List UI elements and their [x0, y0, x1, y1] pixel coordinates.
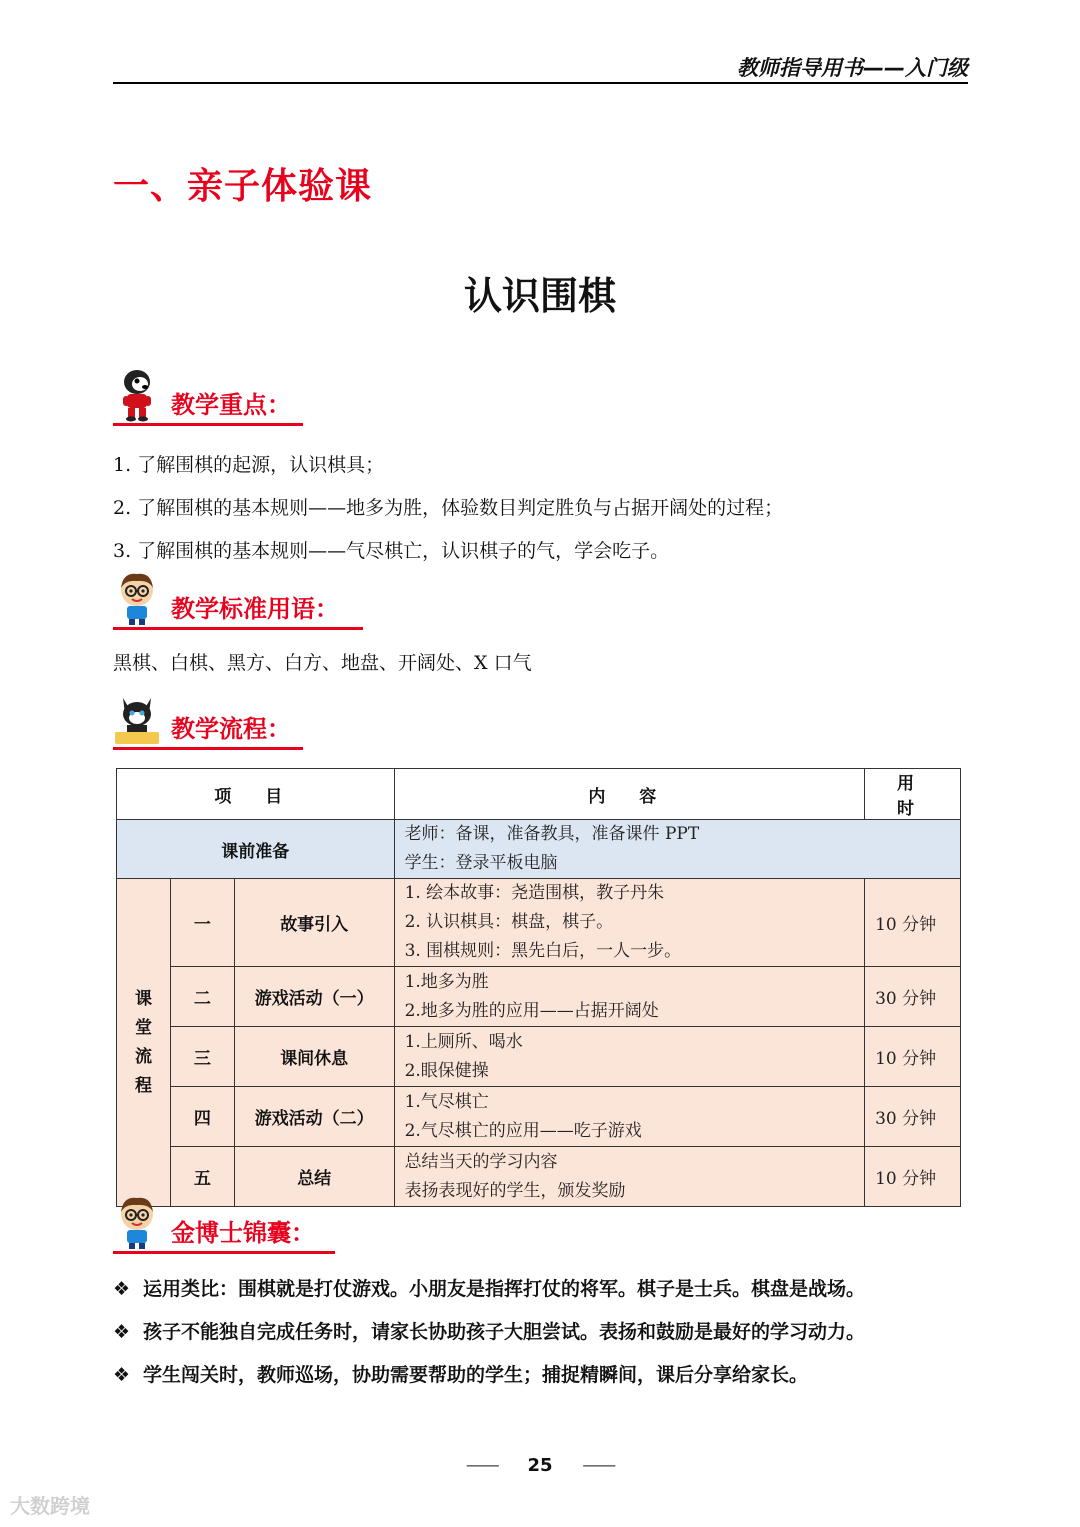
- section-key-points: [113, 366, 303, 426]
- row-number: 二: [170, 967, 234, 1027]
- content-line: 老师：备课，准备教具，准备课件 PPT: [404, 824, 700, 844]
- section-underline: [113, 627, 363, 630]
- header-time: 用 时: [865, 769, 961, 820]
- section-title: 金博士锦囊：: [171, 1219, 315, 1247]
- list-item: 1. 了解围棋的起源，认识棋具；: [113, 454, 385, 476]
- row-time: 10 分钟: [865, 1027, 961, 1087]
- table-row: [117, 879, 961, 967]
- row-number: 三: [170, 1027, 234, 1087]
- prep-row: [117, 820, 961, 879]
- row-time: 30 分钟: [865, 1087, 961, 1147]
- section-flow: [113, 690, 303, 750]
- row-content: 总结当天的学习内容 表扬表现好的学生，颁发奖励: [394, 1147, 865, 1207]
- header-item: 项 目: [117, 769, 395, 820]
- section-terms: [113, 570, 363, 630]
- header-content: 内 容: [394, 769, 865, 820]
- boy-mascot-icon: [113, 570, 161, 626]
- row-name: 总结: [234, 1147, 394, 1207]
- page-number: 25: [527, 1455, 553, 1476]
- footer-dash: ——: [465, 1455, 498, 1476]
- row-time: 10 分钟: [865, 1147, 961, 1207]
- dog-mascot-icon: [113, 366, 161, 422]
- row-time: 30 分钟: [865, 967, 961, 1027]
- table-header-row: [117, 769, 961, 820]
- terms-text: 黑棋、白棋、黑方、白方、地盘、开阔处、X 口气: [113, 652, 532, 674]
- page-header: [113, 48, 968, 84]
- list-item: 3. 了解围棋的基本规则——气尽棋亡，认识棋子的气，学会吃子。: [113, 540, 670, 562]
- boy-mascot-icon: [113, 1194, 161, 1250]
- footer-dash: ——: [582, 1455, 615, 1476]
- row-name: 游戏活动（一）: [234, 967, 394, 1027]
- row-number: 五: [170, 1147, 234, 1207]
- watermark: 大数跨境: [10, 1494, 90, 1518]
- table-row: [117, 967, 961, 1027]
- list-item: ❖ 孩子不能独自完成任务时，请家长协助孩子大胆尝试。表扬和鼓励是最好的学习动力。: [113, 1311, 865, 1354]
- row-time: 10 分钟: [865, 879, 961, 967]
- row-name: 故事引入: [234, 879, 394, 967]
- header-title: 教师指导用书——入门级: [737, 56, 968, 80]
- row-name: 课间休息: [234, 1027, 394, 1087]
- row-content: 1.上厕所、喝水 2.眼保健操: [394, 1027, 865, 1087]
- page-footer: [0, 1455, 1080, 1476]
- list-item: 2. 了解围棋的基本规则——地多为胜，体验数目判定胜负与占据开阔处的过程；: [113, 497, 784, 519]
- list-item: ❖ 运用类比：围棋就是打仗游戏。小朋友是指挥打仗的将军。棋子是士兵。棋盘是战场。: [113, 1268, 865, 1311]
- section-title: 教学流程：: [171, 715, 291, 743]
- group-label: 课 堂 流 程: [117, 879, 171, 1207]
- row-content: 1.气尽棋亡 2.气尽棋亡的应用——吃子游戏: [394, 1087, 865, 1147]
- cat-mascot-icon: [113, 690, 161, 746]
- row-number: 一: [170, 879, 234, 967]
- diamond-bullet-icon: ❖: [113, 1278, 131, 1300]
- row-name: 游戏活动（二）: [234, 1087, 394, 1147]
- chapter-title: 一、亲子体验课: [113, 166, 373, 207]
- prep-label: 课前准备: [117, 820, 395, 879]
- row-content: 1. 绘本故事：尧造围棋，教子丹朱 2. 认识棋具：棋盘，棋子。 3. 围棋规则：黑先白后，一人一步。: [394, 879, 865, 967]
- tips-list: [113, 1268, 865, 1397]
- section-title: 教学重点：: [171, 391, 291, 419]
- row-number: 四: [170, 1087, 234, 1147]
- teaching-flow-table: [116, 768, 961, 1207]
- list-item: ❖ 学生闯关时，教师巡场，协助需要帮助的学生；捕捉精瞬间，课后分享给家长。: [113, 1354, 865, 1397]
- lesson-title: 认识围棋: [463, 274, 616, 318]
- section-title: 教学标准用语：: [171, 595, 339, 623]
- section-tips: [113, 1194, 335, 1254]
- prep-content: [394, 820, 960, 879]
- table-row: [117, 1087, 961, 1147]
- diamond-bullet-icon: ❖: [113, 1364, 131, 1386]
- row-content: 1.地多为胜 2.地多为胜的应用——占据开阔处: [394, 967, 865, 1027]
- section-underline: [113, 423, 303, 426]
- table-row: [117, 1027, 961, 1087]
- content-line: 学生：登录平板电脑: [404, 853, 558, 873]
- section-underline: [113, 747, 303, 750]
- diamond-bullet-icon: ❖: [113, 1321, 131, 1343]
- key-points-list: [113, 444, 783, 573]
- section-underline: [113, 1251, 335, 1254]
